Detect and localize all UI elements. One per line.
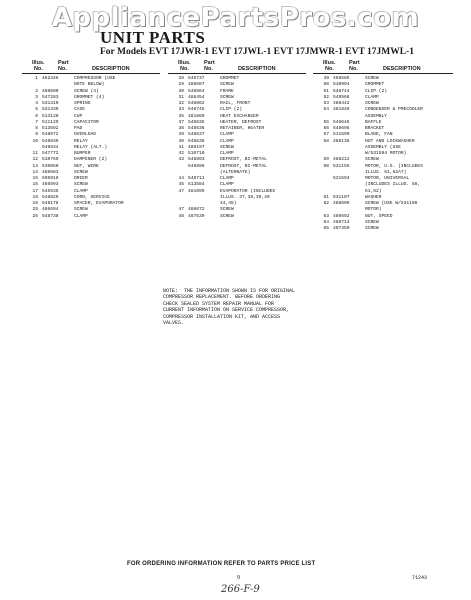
illus-number: 13 [32, 163, 38, 169]
illus-number: 33 [178, 107, 184, 113]
part-row [22, 170, 162, 176]
part-description: FRAME [220, 88, 234, 94]
part-number: 548737 [188, 76, 205, 81]
part-row [313, 195, 453, 201]
illus-number: 38 [178, 126, 184, 131]
illus-number: 45 [178, 182, 184, 188]
part-no-header: No. [349, 66, 358, 72]
illus-number: 51 [323, 88, 329, 94]
illus-header: Illus. [323, 60, 336, 66]
part-description: MOTOR, U.S. (INCLUDES [365, 163, 423, 169]
part-number: 497350 [333, 226, 350, 231]
models-subtitle: For Models EVT 17JWR-1 EVT 17JWL-1 EVT 17JMWR-1 EVT 17JMWL-1 [100, 47, 414, 57]
part-row [313, 170, 453, 176]
part-number: 486993 [42, 182, 59, 188]
part-row [22, 201, 162, 207]
illus-number: 53 [323, 101, 329, 106]
illus-number: 9 [35, 132, 38, 138]
part-row [168, 207, 308, 213]
part-description: BRACKET [365, 126, 385, 131]
part-row [22, 95, 162, 101]
part-row [313, 151, 453, 157]
part-row [313, 164, 453, 170]
part-description: DEFROST, BI-METAL [220, 163, 267, 169]
part-description: SCREW (4) [74, 88, 99, 94]
part-row [313, 145, 453, 151]
part-number: 548695 [333, 126, 350, 131]
part-description: ILLUS. 61,62A7) [365, 169, 407, 175]
part-description: NUT AND LOCKWASHER [365, 138, 415, 144]
site-watermark: AppliancePartsPros.com [51, 3, 420, 33]
illus-number: 12 [32, 157, 38, 163]
part-number: 486072 [188, 207, 205, 213]
part-row [22, 189, 162, 195]
part-description: 61,62) [365, 188, 382, 194]
part-description: W/531594 MOTOR) [365, 151, 407, 156]
illus-number: 28 [178, 76, 184, 81]
page-number: 9 [237, 575, 240, 581]
part-row [168, 114, 308, 120]
part-row [22, 82, 162, 88]
part-number: 488212 [333, 157, 350, 163]
part-description: RELAY (ALT.) [74, 144, 108, 150]
part-number: 481099 [188, 188, 205, 194]
part-description: CLIP (2) [220, 107, 243, 113]
illus-number: 62 [323, 201, 329, 206]
part-description: CLAMP [220, 182, 234, 188]
part-number: 487539 [188, 213, 205, 219]
part-row [168, 151, 308, 157]
part-description: DEFROST, BI-METAL [220, 157, 267, 163]
part-row [22, 145, 162, 151]
part-description: CLAMP [365, 94, 379, 100]
header-rule [313, 73, 453, 74]
illus-number: 39 [178, 132, 184, 138]
part-description: NUT, SPEED [365, 213, 393, 219]
part-row [313, 157, 453, 163]
header-rule [22, 73, 160, 74]
illus-number: 64 [323, 219, 329, 225]
part-number: 488687 [188, 82, 205, 88]
part-row [168, 164, 308, 170]
part-number: 513120 [42, 113, 59, 119]
part-number: 513584 [188, 182, 205, 188]
part-number: 486694 [42, 207, 59, 213]
part-row [22, 132, 162, 138]
illus-no-header: No. [325, 66, 334, 72]
part-row [168, 76, 308, 82]
part-number: 481860 [188, 113, 205, 119]
part-header: Part [349, 60, 360, 66]
illus-header: Illus. [178, 60, 191, 66]
illus-number: 58 [323, 138, 329, 144]
illus-number: 52 [323, 94, 329, 100]
part-description: BLADE, FAN [365, 132, 393, 138]
part-row [313, 82, 453, 88]
part-description: SCREW [220, 144, 234, 150]
part-number: 548744 [333, 88, 350, 94]
part-description: SCREW [220, 94, 234, 100]
part-row [22, 164, 162, 170]
part-number: 488713 [333, 219, 350, 225]
part-number: 531156 [333, 163, 350, 169]
part-description: CLAMP [220, 138, 234, 144]
part-number: 548893 [188, 157, 205, 163]
header-rule [168, 73, 306, 74]
part-description: NOTE BELOW) [74, 82, 105, 88]
part-row [313, 226, 453, 232]
part-description: BAFFLE [365, 119, 382, 125]
illus-number: 3 [35, 94, 38, 100]
part-row [168, 82, 308, 88]
part-description: CONDENSER & PRECOOLER [365, 107, 423, 113]
part-description: SCREW [220, 82, 234, 88]
part-description: GROMMET [365, 82, 385, 88]
part-description: GROMMET (4) [74, 94, 105, 100]
part-description: SCREW [74, 182, 88, 188]
part-row [22, 182, 162, 188]
part-row [313, 139, 453, 145]
part-number: 511129 [42, 119, 59, 125]
part-number: 548972 [42, 132, 59, 138]
part-description: DAMPENER (2) [74, 157, 108, 163]
part-description: SCREW [365, 219, 379, 225]
part-number: 488138 [333, 138, 350, 144]
part-row [22, 101, 162, 107]
illus-number: 7 [35, 119, 38, 125]
part-row [22, 214, 162, 220]
part-number: 510716 [188, 151, 205, 156]
part-row [313, 201, 453, 207]
illus-number: 40 [178, 138, 184, 144]
illus-number: 11 [32, 151, 38, 156]
part-row [168, 182, 308, 188]
compressor-note: NOTE: THE INFORMATION SHOWN IS FOR ORIGINAL COMPRESSOR REPLACEMENT. BEFORE ORDERING CHECK SEALED SYSTEM REPAIR MANUAL FOR CURRENT INFORMATION ON SERVICE COMPRESSOR, COMPRESSOR INSTALLATION KIT, AND ACCESS VALVES. [163, 288, 296, 327]
illus-number: 29 [178, 82, 184, 88]
part-number: 505919 [42, 176, 59, 181]
part-number: 548896 [188, 163, 205, 169]
description-header: DESCRIPTION [238, 66, 276, 72]
part-description: CLAMP [220, 132, 234, 138]
part-row [168, 126, 308, 132]
illus-number: 32 [178, 101, 184, 106]
part-description: ASSEMBLY [365, 113, 388, 119]
part-description: SCREW [365, 101, 379, 106]
part-row [313, 76, 453, 82]
part-no-header: No. [58, 66, 67, 72]
part-row [22, 151, 162, 157]
illus-number: 50 [323, 82, 329, 88]
part-description: SCREW [365, 157, 379, 163]
illus-number: 60 [323, 163, 329, 169]
illus-number: 2 [35, 88, 38, 94]
part-number: 547772 [42, 151, 59, 156]
part-row [22, 120, 162, 126]
part-row [168, 145, 308, 151]
part-number: 488442 [333, 101, 350, 106]
part-number: 510994 [333, 82, 350, 88]
illus-number: 61 [323, 194, 329, 200]
part-description: CLAMP [220, 151, 234, 156]
part-row [168, 107, 308, 113]
part-row [168, 101, 308, 107]
part-row [22, 76, 162, 82]
part-description: CLIP (2) [365, 88, 388, 94]
part-description: CLAMP [74, 188, 88, 194]
part-number: 548711 [188, 176, 205, 181]
illus-number: 49 [323, 76, 329, 81]
illus-number: 14 [32, 169, 38, 175]
part-row [313, 132, 453, 138]
part-number: 481846 [333, 107, 350, 113]
illus-number: 16 [32, 182, 38, 188]
part-description: SCREW [220, 213, 234, 219]
part-header: Part [58, 60, 69, 66]
part-row [313, 120, 453, 126]
part-number: 530050 [42, 163, 59, 169]
description-header: DESCRIPTION [383, 66, 421, 72]
illus-number: 63 [323, 213, 329, 219]
illus-number: 47 [178, 188, 184, 194]
illus-number: 26 [32, 213, 38, 219]
document-code: 71243 [412, 575, 428, 581]
part-row [22, 126, 162, 132]
part-row [168, 139, 308, 145]
part-description: CAPACITOR [74, 119, 99, 125]
illus-number: 44 [178, 176, 184, 181]
part-number: 513592 [42, 126, 59, 131]
illus-number: 18 [32, 194, 38, 200]
part-number: 488683 [42, 169, 59, 175]
illus-number: 54 [323, 107, 329, 113]
part-number: 548635 [188, 119, 205, 125]
part-description: SCREW (USE W/531106 [365, 201, 418, 206]
part-description: CLAMP [74, 213, 88, 219]
part-description: (ALTERNATE) [220, 169, 251, 175]
part-description: PAD [74, 126, 83, 131]
part-row [168, 132, 308, 138]
part-description: WASHER [365, 194, 382, 200]
illus-number: 43 [178, 157, 184, 163]
illus-number: 5 [35, 107, 38, 113]
ordering-footer: FOR ORDERING INFORMATION REFER TO PARTS PRICE LIST [127, 561, 316, 567]
part-row [168, 189, 308, 195]
illus-number: 4 [35, 101, 38, 106]
part-row [313, 189, 453, 195]
part-row [313, 214, 453, 220]
part-row [168, 195, 308, 201]
part-number: 488609 [333, 201, 350, 206]
illus-number: 19 [32, 201, 38, 206]
illus-number: 65 [323, 226, 329, 231]
part-row [168, 201, 308, 207]
part-number: 488600 [42, 88, 59, 94]
part-description: ILLUS. 37,38,39,40 [220, 194, 270, 200]
part-header: Part [204, 60, 215, 66]
part-number: 548738 [42, 213, 59, 219]
part-number: 531594 [333, 176, 350, 181]
illus-number: 37 [178, 119, 184, 125]
illus-no-header: No. [180, 66, 189, 72]
part-row [22, 139, 162, 145]
part-row [168, 214, 308, 220]
part-description: RELAY [74, 138, 88, 144]
part-number: 511590 [333, 132, 350, 138]
part-number: 547283 [42, 94, 59, 100]
page-title: UNIT PARTS [100, 28, 206, 47]
part-description: SCREW [74, 207, 88, 213]
illus-number: 1 [35, 76, 38, 81]
illus-number: 30 [178, 88, 184, 94]
part-number: 548637 [188, 132, 205, 138]
illus-number: 10 [32, 138, 38, 144]
part-no-header: No. [204, 66, 213, 72]
part-number: 488197 [188, 144, 205, 150]
part-row [313, 101, 453, 107]
part-number: 545935 [42, 188, 59, 194]
part-row [313, 126, 453, 132]
illus-number: 41 [178, 144, 184, 150]
part-row [22, 157, 162, 163]
part-row [168, 157, 308, 163]
part-number: 548636 [188, 126, 205, 131]
part-row [22, 107, 162, 113]
part-description: CUP [74, 113, 83, 119]
part-description: HEAT EXCHANGER [220, 113, 259, 119]
part-description: GROMMET [220, 76, 240, 81]
part-description: COMPRESSOR (USE [74, 76, 116, 81]
part-number: 488585 [333, 76, 350, 81]
part-number: 531339 [42, 107, 59, 113]
part-description: EVAPORATOR (INCLUDES [220, 188, 276, 194]
part-number: 531107 [333, 194, 350, 200]
part-number: 488454 [188, 94, 205, 100]
illus-number: 35 [178, 113, 184, 119]
illus-number: 17 [32, 188, 38, 194]
part-row [22, 207, 162, 213]
illus-number: 25 [32, 207, 38, 213]
part-description: SCREW [74, 169, 88, 175]
part-row [313, 176, 453, 182]
part-description: CLAMP [220, 176, 234, 181]
part-row [168, 170, 308, 176]
part-row [313, 114, 453, 120]
part-description: RETAINER, HEATER [220, 126, 265, 131]
part-description: SCREW [365, 76, 379, 81]
part-number: 548646 [333, 119, 350, 125]
illus-number: 42 [178, 151, 184, 156]
part-row [168, 120, 308, 126]
part-number: 548638 [188, 138, 205, 144]
part-description: HEATER, DEFROST [220, 119, 262, 125]
part-number: 510769 [42, 157, 59, 163]
part-number: 548834 [42, 144, 59, 150]
illus-number: 48 [178, 213, 184, 219]
part-row [168, 95, 308, 101]
illus-number: 56 [323, 126, 329, 131]
part-number: 486692 [333, 213, 350, 219]
part-number: 548826 [42, 194, 59, 200]
part-description: BUMPER [74, 151, 91, 156]
illus-number: 15 [32, 176, 38, 181]
part-number: 548836 [42, 138, 59, 144]
part-description: SPACER, EVAPORATOR [74, 201, 124, 206]
part-description: SCREW [220, 207, 234, 213]
part-description: RAIL, FRONT [220, 101, 251, 106]
illus-header: Illus. [32, 60, 45, 66]
part-row [313, 207, 453, 213]
part-row [313, 89, 453, 95]
illus-number: 6 [35, 113, 38, 119]
illus-number: 47 [178, 207, 184, 213]
part-number: 548862 [188, 101, 205, 106]
part-row [22, 195, 162, 201]
handwritten-reference: 266-F-9 [221, 584, 260, 595]
part-description: SPRING [74, 101, 91, 106]
part-description: MOTOR, UNIVERSAL [365, 176, 410, 181]
part-description: CASE [74, 107, 86, 113]
part-row [22, 176, 162, 182]
part-row [168, 89, 308, 95]
illus-number: 8 [35, 126, 38, 131]
part-description: DRIER [74, 176, 88, 181]
part-row [22, 89, 162, 95]
part-description: (INCLUDES ILLUS. 58, [365, 182, 421, 188]
part-description: CORD, SERVICE [74, 194, 110, 200]
illus-no-header: No. [34, 66, 43, 72]
part-row [313, 107, 453, 113]
part-description: MOTOR) [365, 207, 382, 213]
illus-number: 31 [178, 94, 184, 100]
part-row [168, 176, 308, 182]
part-row [313, 220, 453, 226]
illus-number: 59 [323, 157, 329, 163]
part-number: 549178 [42, 201, 59, 206]
part-number: 548745 [188, 107, 205, 113]
part-number: 548864 [188, 88, 205, 94]
illus-number: 57 [323, 132, 329, 138]
part-number: 531310 [42, 101, 59, 106]
illus-number: 55 [323, 119, 329, 125]
part-number: 549568 [333, 94, 350, 100]
description-header: DESCRIPTION [92, 66, 130, 72]
part-row [22, 114, 162, 120]
part-description: SCREW [365, 226, 379, 231]
part-number: 462346 [42, 76, 59, 81]
part-description: NUT, WIRE [74, 163, 99, 169]
part-description: OVERLOAD [74, 132, 97, 138]
part-row [313, 182, 453, 188]
part-description: ASSEMBLY (USE [365, 144, 401, 150]
part-row [313, 95, 453, 101]
part-description: 44,45) [220, 201, 237, 206]
